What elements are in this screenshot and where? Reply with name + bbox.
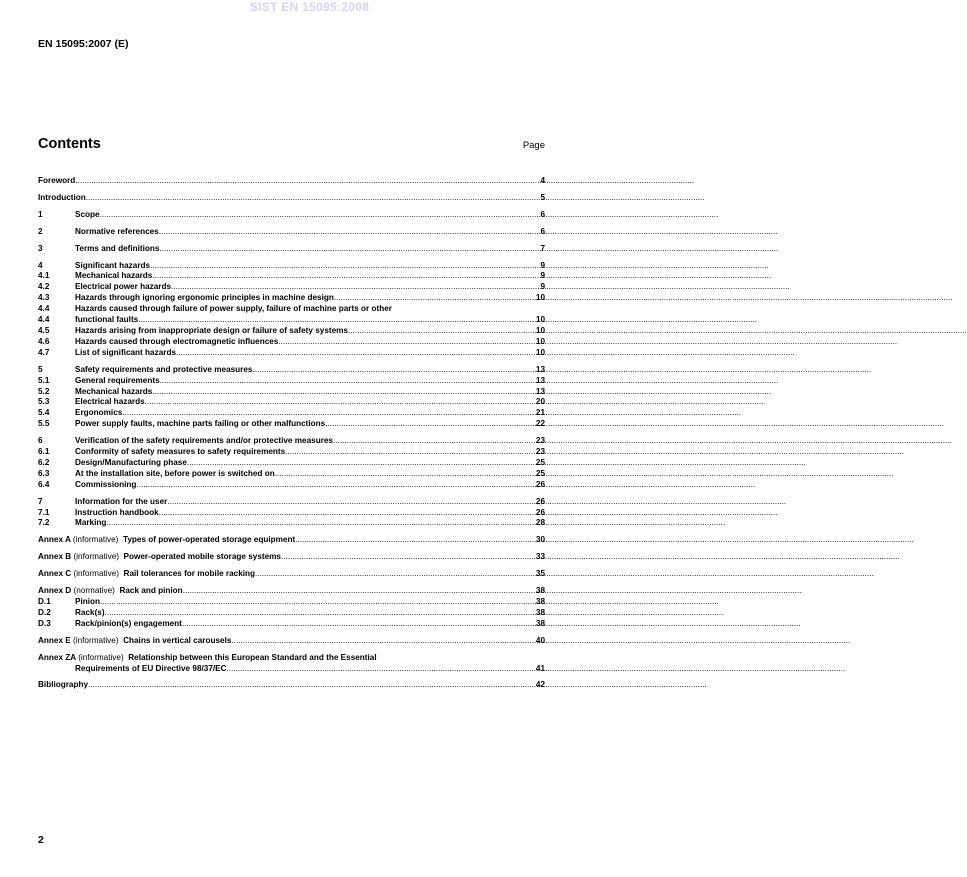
page-column-label: Page [522,140,545,151]
toc-entry-number: 4.6 [38,336,50,346]
toc-entry-number: 5.2 [38,386,50,396]
dot-leader [106,518,534,529]
toc-entry-page: 38 [535,586,545,596]
dot-leader [145,397,535,408]
toc-entry[interactable] [38,535,545,546]
toc-entry-number: Annex C (informative) [38,569,124,579]
dot-leader [334,293,535,304]
toc-entry-page: 6 [540,226,545,236]
dot-leader [75,176,539,187]
dot-leader [275,469,535,480]
toc-entry-title: List of significant hazards [75,347,176,357]
toc-entry-page: 9 [540,282,545,292]
toc-entry-number: 7.2 [38,518,50,528]
toc-entry-title: Scope [75,209,100,219]
dot-leader [105,608,535,619]
toc-entry-number: 5.3 [38,397,50,407]
dot-leader [122,408,535,419]
toc-entry-title: Rack/pinion(s) engagement [75,618,182,628]
toc-entry-title: Electrical power hazards [75,282,172,292]
table-of-contents [38,176,545,691]
toc-entry[interactable] [38,227,545,238]
toc-entry[interactable] [38,636,545,647]
toc-entry-page: 40 [535,635,545,645]
dot-leader [100,210,540,221]
toc-entry-title: Foreword [38,176,76,185]
toc-entry-number: 5.4 [38,408,50,418]
toc-entry-number: 6.4 [38,479,50,489]
toc-entry-title: Safety requirements and protective measures [75,364,253,374]
toc-entry-number: 4 [38,260,43,270]
toc-entry-number: 4.5 [38,325,50,335]
toc-entry-number: D.3 [38,618,51,628]
toc-entry-page: 5 [540,192,545,202]
toc-entry-page: 21 [535,408,545,418]
toc-entry-number: 5.1 [38,375,50,385]
toc-entry[interactable] [38,348,545,359]
toc-entry-title: Mechanical hazards [75,386,153,396]
toc-entry-title: Bibliography [38,680,89,690]
toc-entry-title: Introduction [38,192,86,202]
dot-leader [285,447,535,458]
toc-entry-number: Annex D (normative) [38,586,120,596]
toc-entry-title: Commissioning [75,479,137,489]
toc-entry-title: Ergonomics [75,408,123,418]
toc-entry-page: 38 [535,618,545,628]
dot-leader [159,508,535,519]
dot-leader [333,436,535,447]
toc-entry-number: 6.3 [38,468,50,478]
toc-entry-page: 33 [535,552,545,562]
toc-entry[interactable] [38,293,545,304]
toc-entry-number: 6.1 [38,447,50,457]
toc-entry-page: 13 [535,375,545,385]
toc-entry-number: 1 [38,209,43,219]
toc-entry[interactable] [38,664,545,675]
toc-entry-page: 10 [535,336,545,346]
toc-entry-title: Instruction handbook [75,507,159,517]
toc-entry-number: 5 [38,364,43,374]
toc-entry-page: 10 [535,325,545,335]
toc-entry-title: Rack and pinion [119,586,183,596]
toc-entry[interactable] [38,282,545,293]
toc-entry-number: 4.1 [38,271,50,281]
toc-entry-page: 30 [535,535,545,545]
toc-entry-page: 26 [535,507,545,517]
toc-entry[interactable] [38,271,545,282]
toc-entry[interactable] [38,210,545,221]
toc-entry[interactable] [38,447,545,458]
toc-entry[interactable] [38,376,545,387]
toc-entry-title: Power supply faults, machine parts failing or other malfunctions [75,419,326,429]
toc-entry-title: Verification of the safety requirements and/or protective measures [75,436,333,446]
dot-leader [348,326,535,337]
toc-entry[interactable] [38,315,545,326]
toc-entry-page: 10 [535,347,545,357]
toc-entry-number: 6 [38,436,43,446]
dot-leader [255,569,535,580]
dot-leader [295,535,535,546]
toc-entry-page: 6 [540,209,545,219]
toc-entry-number: 7.1 [38,507,50,517]
toc-entry-number: Annex E (informative) [38,635,124,645]
toc-entry[interactable] [38,193,545,204]
dot-leader [167,497,535,508]
toc-entry[interactable] [38,569,545,580]
toc-entry-page: 28 [535,518,545,528]
toc-entry-title: Conformity of safety measures to safety requirements [75,447,286,457]
dot-leader [136,480,534,491]
dot-leader [182,619,535,630]
toc-entry-page: 22 [535,419,545,429]
toc-entry-number: Annex B (informative) [38,552,124,562]
toc-entry-page: 9 [540,260,545,270]
toc-entry[interactable] [38,261,545,272]
toc-entry-title: At the installation site, before power is switched on [75,468,275,478]
toc-entry-title: Power-operated mobile storage systems [123,552,281,562]
dot-leader [152,271,539,282]
dot-leader [86,193,540,204]
toc-entry[interactable] [38,497,545,508]
toc-entry-page: 20 [535,397,545,407]
toc-entry[interactable] [38,508,545,519]
toc-entry-number: D.1 [38,597,51,606]
toc-entry-page: 42 [535,680,545,690]
toc-entry-page: 13 [535,364,545,374]
toc-entry-number: 4.3 [38,293,50,303]
toc-entry-title: Marking [75,518,107,528]
toc-entry-title: Types of power-operated storage equipment [122,535,296,545]
dot-leader [281,552,535,563]
dot-leader [278,337,535,348]
toc-entry[interactable] [38,608,545,619]
toc-entry-page: 10 [535,293,545,303]
toc-entry-number: 4.2 [38,282,50,292]
toc-entry-title: Requirements of EU Directive 98/37/EC [75,663,227,673]
toc-entry[interactable] [38,469,545,480]
toc-entry-title: Hazards arising from inappropriate design or failure of safety systems [75,325,348,335]
standard-id: EN 15095:2007 (E) [38,38,129,50]
dot-leader [183,586,535,597]
toc-entry-page: 10 [535,315,545,325]
dot-leader [150,261,539,272]
toc-entry[interactable] [38,436,545,447]
dot-leader [160,376,535,387]
toc-entry[interactable] [38,387,545,398]
toc-entry[interactable] [38,337,545,348]
toc-entry[interactable] [38,680,545,691]
toc-entry-page: 35 [535,569,545,579]
toc-entry[interactable] [38,176,545,187]
toc-entry[interactable] [38,408,545,419]
toc-entry-page: 26 [535,496,545,506]
dot-leader [187,458,535,469]
toc-entry-line1 [38,653,545,664]
toc-entry-page: 4 [540,176,545,185]
toc-entry-title: Information for the user [75,496,168,506]
toc-entry-title: Terms and definitions [75,243,160,253]
dot-leader [159,227,540,238]
dot-leader [171,282,539,293]
toc-entry-title: Mechanical hazards [75,271,153,281]
dot-leader [159,244,539,255]
toc-entry-number: Annex ZA (informative) [38,652,129,662]
page-number: 2 [38,834,44,846]
toc-entry-title: Electrical hazards [75,397,145,407]
toc-entry-number: 4.7 [38,347,50,357]
toc-entry-page: 38 [535,607,545,617]
toc-entry-title: Relationship between this European Standard and the Essential [128,652,377,662]
toc-entry[interactable] [38,619,545,630]
toc-entry-title: Design/Manufacturing phase [75,457,187,467]
toc-entry[interactable] [38,458,545,469]
toc-entry-number: 3 [38,243,43,253]
toc-entry[interactable] [38,480,545,491]
toc-entry[interactable] [38,597,545,608]
toc-entry-title: Hazards caused through electromagnetic influences [75,336,279,346]
toc-entry-number: 6.2 [38,457,50,467]
toc-entry-title: functional faults [75,315,139,325]
dot-leader [325,419,535,430]
dot-leader [252,365,534,376]
dot-leader [138,315,535,326]
dot-leader [227,664,535,675]
toc-entry[interactable] [38,419,545,430]
toc-entry[interactable] [38,586,545,597]
dot-leader [100,597,535,608]
toc-entry-page: 25 [535,468,545,478]
toc-entry-title: Rack(s) [75,607,105,617]
toc-entry-page: 41 [535,663,545,673]
toc-entry-number: Annex A (informative) [38,535,123,545]
toc-entry-title: General requirements [75,375,160,385]
page-title: Contents [38,136,101,152]
watermark: SIST EN 15095:2008 [249,0,370,14]
toc-entry-title: Hazards through ignoring ergonomic principles in machine design [75,293,334,303]
dot-leader [152,387,535,398]
toc-entry-page: 26 [535,479,545,489]
toc-entry-number: 2 [38,226,43,236]
toc-entry-title: Significant hazards [75,260,151,270]
toc-entry-title: Pinion [75,597,101,606]
toc-entry-number: 5.5 [38,419,50,429]
toc-entry-number: 4.4 [38,304,50,314]
dot-leader [88,680,535,691]
toc-entry[interactable] [38,518,545,529]
toc-entry[interactable] [38,244,545,255]
dot-leader [176,348,535,359]
toc-entry-page: 23 [535,436,545,446]
toc-entry-number: 4.4 [38,315,50,325]
dot-leader [231,636,534,647]
toc-entry[interactable] [38,365,545,376]
toc-entry-title: Normative references [75,226,159,236]
toc-entry-title: Chains in vertical carousels [123,635,232,645]
toc-entry[interactable] [38,397,545,408]
toc-entry-page: 38 [535,597,545,606]
toc-entry-title: Hazards caused through failure of power supply, failure of machine parts or other [75,304,392,314]
toc-entry-page: 25 [535,457,545,467]
toc-entry-page: 7 [540,243,545,253]
toc-entry[interactable] [38,552,545,563]
toc-entry-number: D.2 [38,607,51,617]
toc-entry-page: 13 [535,386,545,396]
toc-entry-title: Rail tolerances for mobile racking [123,569,256,579]
toc-entry-page: 9 [540,271,545,281]
toc-entry-page: 23 [535,447,545,457]
toc-entry-line1 [38,304,545,315]
toc-entry-number: 7 [38,496,43,506]
toc-entry[interactable] [38,326,545,337]
